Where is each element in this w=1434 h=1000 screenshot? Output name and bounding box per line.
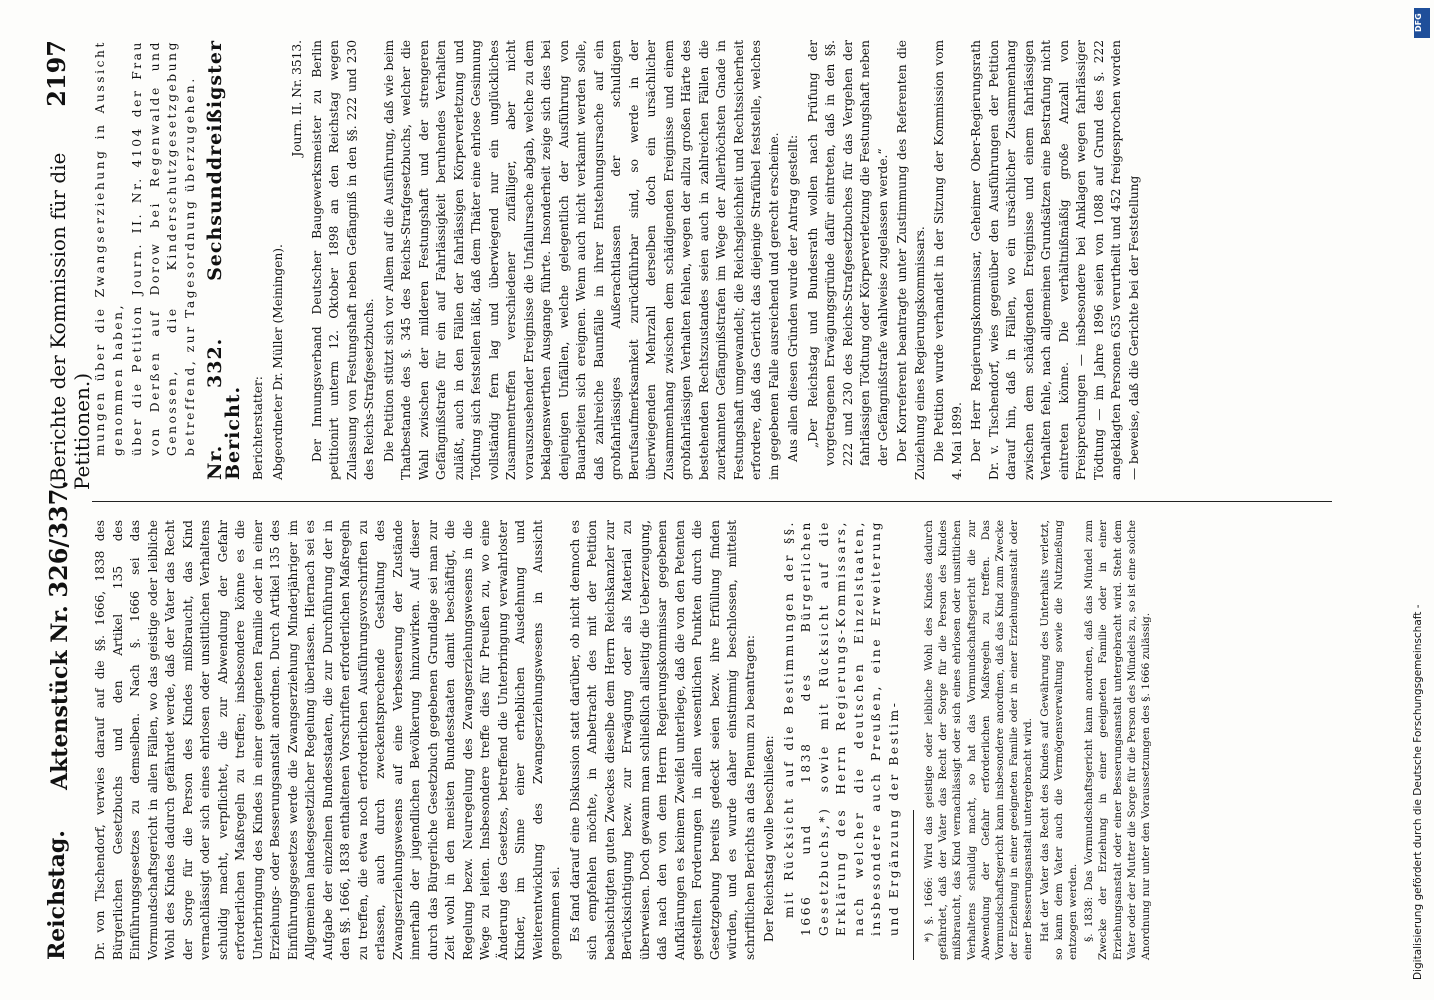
header-document-number: 326/337. bbox=[44, 480, 73, 598]
paragraph: Der Herr Regierungskommissar, Geheimer Ober-Regierungsrath Dr. v. Tischendorf, wies gegenüber den Ausführungen der Petition darauf hin, daß in Fällen, wo ein ursächlicher Zusammenhang zwischen dem schädigenden Ereignisse und einem fahrlässigen Verhalten fehle, nach allgemeinen Grundsätzen eine Bestrafung nicht eintreten könne. Die verhältnißmäßig große Anzahl von Freisprechungen — insbesondere bei Anklagen wegen fahrlässiger Tödtung — im Jahre 1896 seien von 1088 auf Grund des §. 222 angeklagten Personen 635 verurtheilt und 452 freigesprochen worden — beweise, daß die Gerichte bei der Feststellung bbox=[969, 40, 1141, 480]
right-column bbox=[92, 40, 1332, 480]
page-header bbox=[36, 40, 94, 960]
paragraph: mungen über die Zwangserziehung in Aussicht genommen haben, bbox=[93, 40, 125, 456]
footnote: Hat der Vater das Recht des Kindes auf Gewährung des Unterhalts verletzt, so kann dem Vater auch die Vermögensverwaltung sowie die Nutznießung entzogen werden. bbox=[1038, 520, 1080, 960]
motion-quote: „Der Reichstag und Bundesrath wollen nach Prüfung der vorgetragenen Erwägungsgründe dafür eintreten, daß in den §§. 222 und 230 des Reichs-Strafgesetzbuches für das Vergehen der fahrlässigen Tödtung oder Körperverletzung die Festungshaft neben der Gefängnißstrafe wahlweise zugelassen werde.“ bbox=[805, 40, 890, 466]
dfg-logo: DFG bbox=[1414, 8, 1430, 38]
footnote-divider bbox=[913, 810, 914, 960]
journal-reference: Journ. II. Nr. 3513. bbox=[290, 40, 304, 157]
digitization-credit: Digitalisierung gefördert durch die Deutsche Forschungsgemeinschaft - bbox=[1412, 604, 1424, 980]
paragraph: Aus allen diesen Gründen wurde der Antrag gestellt: bbox=[786, 134, 800, 462]
header-section: (Berichte der Kommission für die Petitionen.) bbox=[46, 152, 94, 490]
paragraph: Dr. von Tischendorf, verwies darauf auf die §§. 1666, 1838 des Bürgerlichen Gesetzbuchs und den Artikel 135 des Einführungsgesetzes zu demselben. Nach §. 1666 sei das Vormundschaftsgericht in allen Fällen, wo das geistige oder leibliche Wohl des Kindes dadurch gefährdet werde, daß der Vater das Recht der Sorge für die Person des Kindes mißbraucht, das Kind vernachlässigt oder sich eines ehrlosen oder unsittlichen Verhaltens schuldig macht, verpflichtet, die zur Abwendung der Gefahr erforderlichen Maßregeln zu treffen; insbesondere könne es die Unterbringung des Kindes in einer geeigneten Familie oder in einer Erziehungs- oder Besserungsanstalt anordnen. Durch Artikel 135 des Einführungsgesetzes werde die Zwangserziehung Minderjähriger im Allgemeinen landesgesetzlicher Regelung überlassen. Hiernach sei es Aufgabe der einzelnen Bundesstaaten, die zur Durchführung der in den §§. 1666, 1838 enthaltenen Vorschriften erforderlichen Maßregeln zu treffen, die etwa noch erforderlichen Ausführungsvorschriften zu erlassen, auch durch zweckentsprechende Gestaltung des Zwangserziehungswesens auf eine Verbesserung der Zustände innerhalb der jugendlichen Bevölkerung hinzuwirken. Auf dieser durch das Bürgerliche Gesetzbuch gegebenen Grundlage sei man zur Zeit wohl in den meisten Bundesstaaten damit beschäftigt, die Regelung bezw. Neuregelung des Zwangserziehungswesens in die Wege zu leiten. Insbesondere treffe dies für Preußen zu, wo eine Änderung des Gesetzes, betreffend die Unterbringung verwahrloster Kinder, im Sinne einer erheblichen Ausdehnung und Weiterentwicklung des Zwangserziehungswesens in Aussicht genommen sei. bbox=[93, 520, 562, 960]
rapporteur-label: Berichterstatter: bbox=[251, 376, 265, 480]
rapporteur-name: Abgeordneter Dr. Müller (Meiningen). bbox=[270, 244, 285, 480]
left-column bbox=[92, 520, 1332, 960]
paragraph: Die Petition wurde verhandelt in der Sitzung der Kommission vom 4. Mai 1899. bbox=[932, 40, 964, 480]
report-title: Nr. 332. Sechsunddreißigster Bericht. bbox=[204, 40, 244, 480]
paragraph: über die Petition Journ. II. Nr. 4104 der Frau von Derßen auf Dorow bei Regenwalde und Genossen, die Kinderschutzgesetzgebung betreffend, zur Tagesordnung überzugehen. bbox=[130, 40, 197, 456]
paragraph: Die Petition stützt sich vor Allem auf die Ausführung, daß wie beim Thatbestande des §. 345 des Reichs-Strafgesetzbuchs, welcher die Wahl zwischen der milderen Festungshaft und der strengeren Gefängnißstrafe für ein auf Fahrlässigkeit beruhendes Verhalten zuläßt, auch in den Fällen der fahrlässigen Körperverletzung und Tödtung sich feststellen läßt, daß dem Thäter eine ehrlose Gesinnung vollständig fern lag und überwiegend nur ein unglückliches Zusammentreffen verschiedener zufälliger, aber nicht vorauszusehender Ereignisse die Unfallursache abgab, welche zu dem beklagenswerthen Ausgange führte. Insonderheit zeige sich dies bei denjenigen Unfällen, welche gelegentlich der Ausführung von Bauarbeiten sich ereignen. Wenn auch nicht verkannt werden solle, daß zahlreiche Baunfälle in ihrer Entstehungsursache auf ein grobfahrlässiges Außerachtlassen der schuldigen Berufsaufmerksamkeit zurückführbar sind, so werde in der überwiegenden Mehrzahl derselben doch ein ursächlicher Zusammenhang zwischen dem schädigenden Ereignisse und einem grobfahrlässigen Verhalten fehlen, wegen der allzu großen Härte des bestehenden Rechtszustandes seien auch in zahlreichen Fällen die zuerkannten Gefängnißstrafen im Wege der Allerhöchsten Gnade in Festungshaft umgewandelt; die Reichsgleichheit und Rechtssicherheit erfordere, daß das Gericht das diejenige Strafübel feststelle, welches im gegebenen Falle ausreichend und gerecht erscheine. bbox=[381, 40, 781, 480]
resolution-text: mit Rücksicht auf die Bestimmungen der §§. 1666 und 1838 des Bürgerlichen Gesetzbuchs,*) sowie mit Rücksicht auf die Erklärung des Herrn Regierungs-Kommissars, nach welcher die deutschen Einzelstaaten, insbesondere auch Preußen, eine Erweiterung und Ergänzung der Bestim- bbox=[781, 520, 901, 936]
header-document-prefix: Aktenstück Nr. bbox=[47, 605, 73, 790]
header-document bbox=[44, 480, 73, 790]
footnote: §. 1838: Das Vormundschaftsgericht kann anordnen, daß das Mündel zum Zwecke der Erziehung in einer geeigneten Familie oder in einer Erziehungsanstalt oder einer Besserungsanstalt untergebracht wird. Steht dem Vater oder der Mutter die Sorge für die Person des Mündels zu, so ist eine solche Anordnung nur unter den Voraussetzungen des §. 1666 zulässig. bbox=[1083, 520, 1153, 960]
paragraph: Der Korreferent beantragte unter Zustimmung des Referenten die Zuziehung eines Regierungskommissars. bbox=[895, 40, 927, 480]
header-left: Reichstag. bbox=[44, 830, 70, 960]
column-divider bbox=[92, 501, 1332, 502]
paragraph: Der Innungsverband Deutscher Baugewerksmeister zu Berlin petitionirt unterm 12. Oktober 1898 an den Reichstag wegen Zulassung von Festungshaft neben Gefängniß in den §§. 222 und 230 des Reichs-Strafgesetzbuchs. bbox=[309, 40, 376, 480]
footnote: *) §. 1666: Wird das geistige oder leibliche Wohl des Kindes dadurch gefährdet, daß der Vater das Recht der Sorge für die Person des Kindes mißbraucht, das Kind vernachlässigt oder sich eines ehrlosen oder unsittlichen Verhaltens schuldig macht, so hat das Vormundschaftsgericht die zur Abwendung der Gefahr erforderlichen Maßregeln zu treffen. Das Vormundschaftsgericht kann insbesondere anordnen, daß das Kind zum Zwecke der Erziehung in einer geeigneten Familie oder in einer Erziehungsanstalt oder einer Besserungsanstalt untergebracht wird. bbox=[923, 520, 1035, 960]
paragraph: Der Reichstag wolle beschließen: bbox=[762, 735, 776, 942]
page-number: 2197 bbox=[42, 40, 71, 107]
paragraph: Es fand darauf eine Diskussion statt darüber, ob nicht dennoch es sich empfehlen möchte, in Anbetracht des mit der Petition beabsichtigten guten Zweckes dieselbe dem Herrn Reichskanzler zur Berücksichtigung bezw. zur Erwägung oder als Material zu überweisen. Doch gewann man schließlich allseitig die Ueberzeugung, daß nach den von dem Herrn Regierungskommissar gegebenen Aufklärungen es keinem Zweifel unterliege, daß die von den Petenten gestellten Forderungen in allen wesentlichen Punkten durch die Gesetzgebung bereits gedeckt seien bezw. ihre Erfüllung finden würden, und es wurde daher einstimmig beschlossen, mittelst schriftlichen Berichts an das Plenum zu beantragen: bbox=[567, 520, 757, 960]
